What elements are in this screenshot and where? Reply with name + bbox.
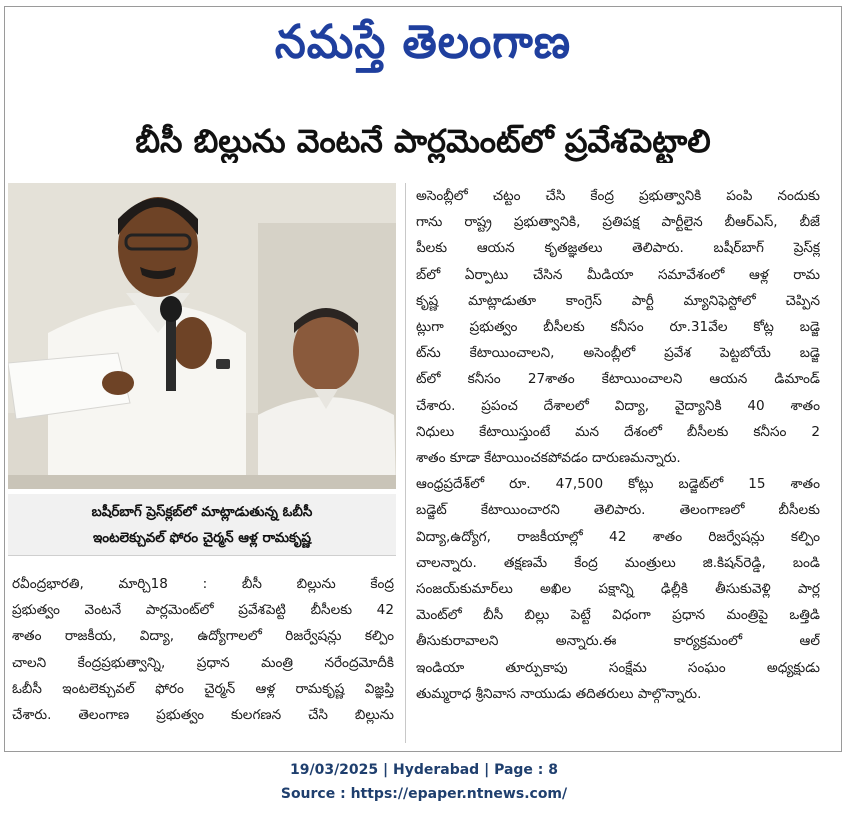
masthead [5, 11, 841, 83]
article-body-right [416, 183, 820, 743]
body-line: తీసుకురావాలని అన్నారు.ఈ కార్యక్రమంలో ఆల్ [416, 633, 820, 650]
body-line: ఓబీసీ ఇంటలెక్చువల్ ఫోరం చైర్మన్ ఆళ్ల రామకృష్ణ విజ్ఞప్తి [12, 680, 394, 697]
body-line: అసెంబ్లీలో చట్టం చేసి కేంద్ర ప్రభుత్వానికి పంపి నందుకు [416, 188, 820, 204]
body-line: చాలని కేంద్రప్రభుత్వాన్ని, ప్రధాన మంత్రి నరేంద్రమోదీకి [12, 654, 394, 671]
body-line: ట్‌ను కేటాయించాలని, అసెంబ్లీలో ప్రవేశ పెట్టబోయే బడ్జె [416, 345, 820, 362]
source-link[interactable]: Source : https://epaper.ntnews.com/ [280, 786, 568, 802]
body-line: ఆంధ్రప్రదేశ్‌లో రూ. 47,500 కోట్లు బడ్జెట్‌లో 15 శాతం [416, 476, 820, 493]
body-line: నిధులు కేటాయిస్తుంటే మన దేశంలో బీసీలకు కనీసం 2 [416, 423, 820, 440]
body-line: ప్రభుత్వం వెంటనే పార్లమెంట్‌లో ప్రవేశపెట్టి బీసీలకు 42 [12, 602, 394, 619]
body-line: తుమ్మరాధ శ్రీనివాస నాయుడు తదితరులు పాల్గొన్నారు. [416, 685, 702, 702]
body-line: కృష్ణ మాట్లాడుతూ కాంగ్రెస్ పార్టీ మ్యానిఫెస్టోలో చెప్పిన [416, 292, 820, 309]
body-line: ట్లుగా ప్రభుత్వం బీసీలకు కనీసం రూ.31వేల కోట్ల బడ్జె [416, 319, 820, 336]
body-line: గాను రాష్ట్ర ప్రభుత్వానికి, ప్రతిపక్ష పార్టీలైన బీఆర్‌ఎస్, బీజే [416, 214, 820, 231]
body-line: మెంట్‌లో బీసీ బిల్లు పెట్టే విధంగా ప్రధాన మంత్రిపై ఒత్తిడి [416, 607, 820, 624]
article-body-left [12, 571, 394, 749]
masthead-title: నమస్తే తెలంగాణ [274, 15, 572, 70]
body-line: శాతం రాజకీయ, విద్యా, ఉద్యోగాలలో రిజర్వేషన్లు కల్పిం [12, 628, 394, 645]
body-line: సంజయ్‌కుమార్‌లు అఖిల పక్షాన్ని ఢిల్లీకి తీసుకువెళ్లి పార్ల [416, 581, 820, 598]
body-line: చేశారు. ప్రపంచ దేశాలలో విద్యా, వైద్యానికి 40 శాతం [416, 397, 820, 414]
edition-info: 19/03/2025 | Hyderabad | Page : 8 [289, 762, 559, 778]
column-divider [405, 183, 406, 743]
speakers-photo-illustration [8, 183, 396, 489]
body-line: చాలన్నారు. తక్షణమే కేంద్ర మంత్రులు జి.కిషన్‌రెడ్డి, బండి [416, 554, 820, 571]
body-line: బ్‌లో ఏర్పాటు చేసిన మీడియా సమావేశంలో ఆళ్ల రామ [416, 266, 820, 283]
body-line: ఇండియా తూర్పుకాపు సంక్షేమ సంఘం అధ్యక్షుడు [416, 659, 820, 676]
article-headline: బీసీ బిల్లును వెంటనే పార్లమెంట్‌లో ప్రవేశపెట్టాలి [135, 122, 711, 160]
body-line: చేశారు. తెలంగాణ ప్రభుత్వం కులగణన చేసి బిల్లును [12, 707, 394, 724]
body-line: బడ్జెట్ కేటాయించారని తెలిపారు. తెలంగాణలో బీసీలకు [416, 502, 820, 519]
photo-caption-line: బషీర్‌బాగ్ ప్రెస్‌క్లబ్‌లో మాట్లాడుతున్న ఓబీసీ [91, 504, 313, 520]
body-line: రవీంద్రభారతి, మార్చి18 : బీసీ బిల్లును కేంద్ర [12, 576, 394, 592]
body-line: శాతం కూడా కేటాయించకపోవడం దారుణమన్నారు. [416, 450, 681, 467]
page-footer [0, 758, 848, 806]
body-line: ట్‌లో కనీసం 27శాతం కేటాయించాలని ఆయన డిమాండ్ [416, 371, 820, 388]
body-line: విద్యా,ఉద్యోగ, రాజకీయాల్లో 42 శాతం రిజర్వేషన్లు కల్పిం [416, 528, 820, 545]
body-line: పీలకు ఆయన కృతజ్ఞతలు తెలిపారు. బషీర్‌బాగ్ ప్రెస్‌క్ల [416, 240, 820, 257]
photo-caption-line: ఇంటలెక్చువల్ ఫోరం చైర్మన్ ఆళ్ల రామకృష్ణ [92, 530, 312, 546]
article-photo [8, 183, 396, 489]
photo-caption [8, 494, 396, 556]
